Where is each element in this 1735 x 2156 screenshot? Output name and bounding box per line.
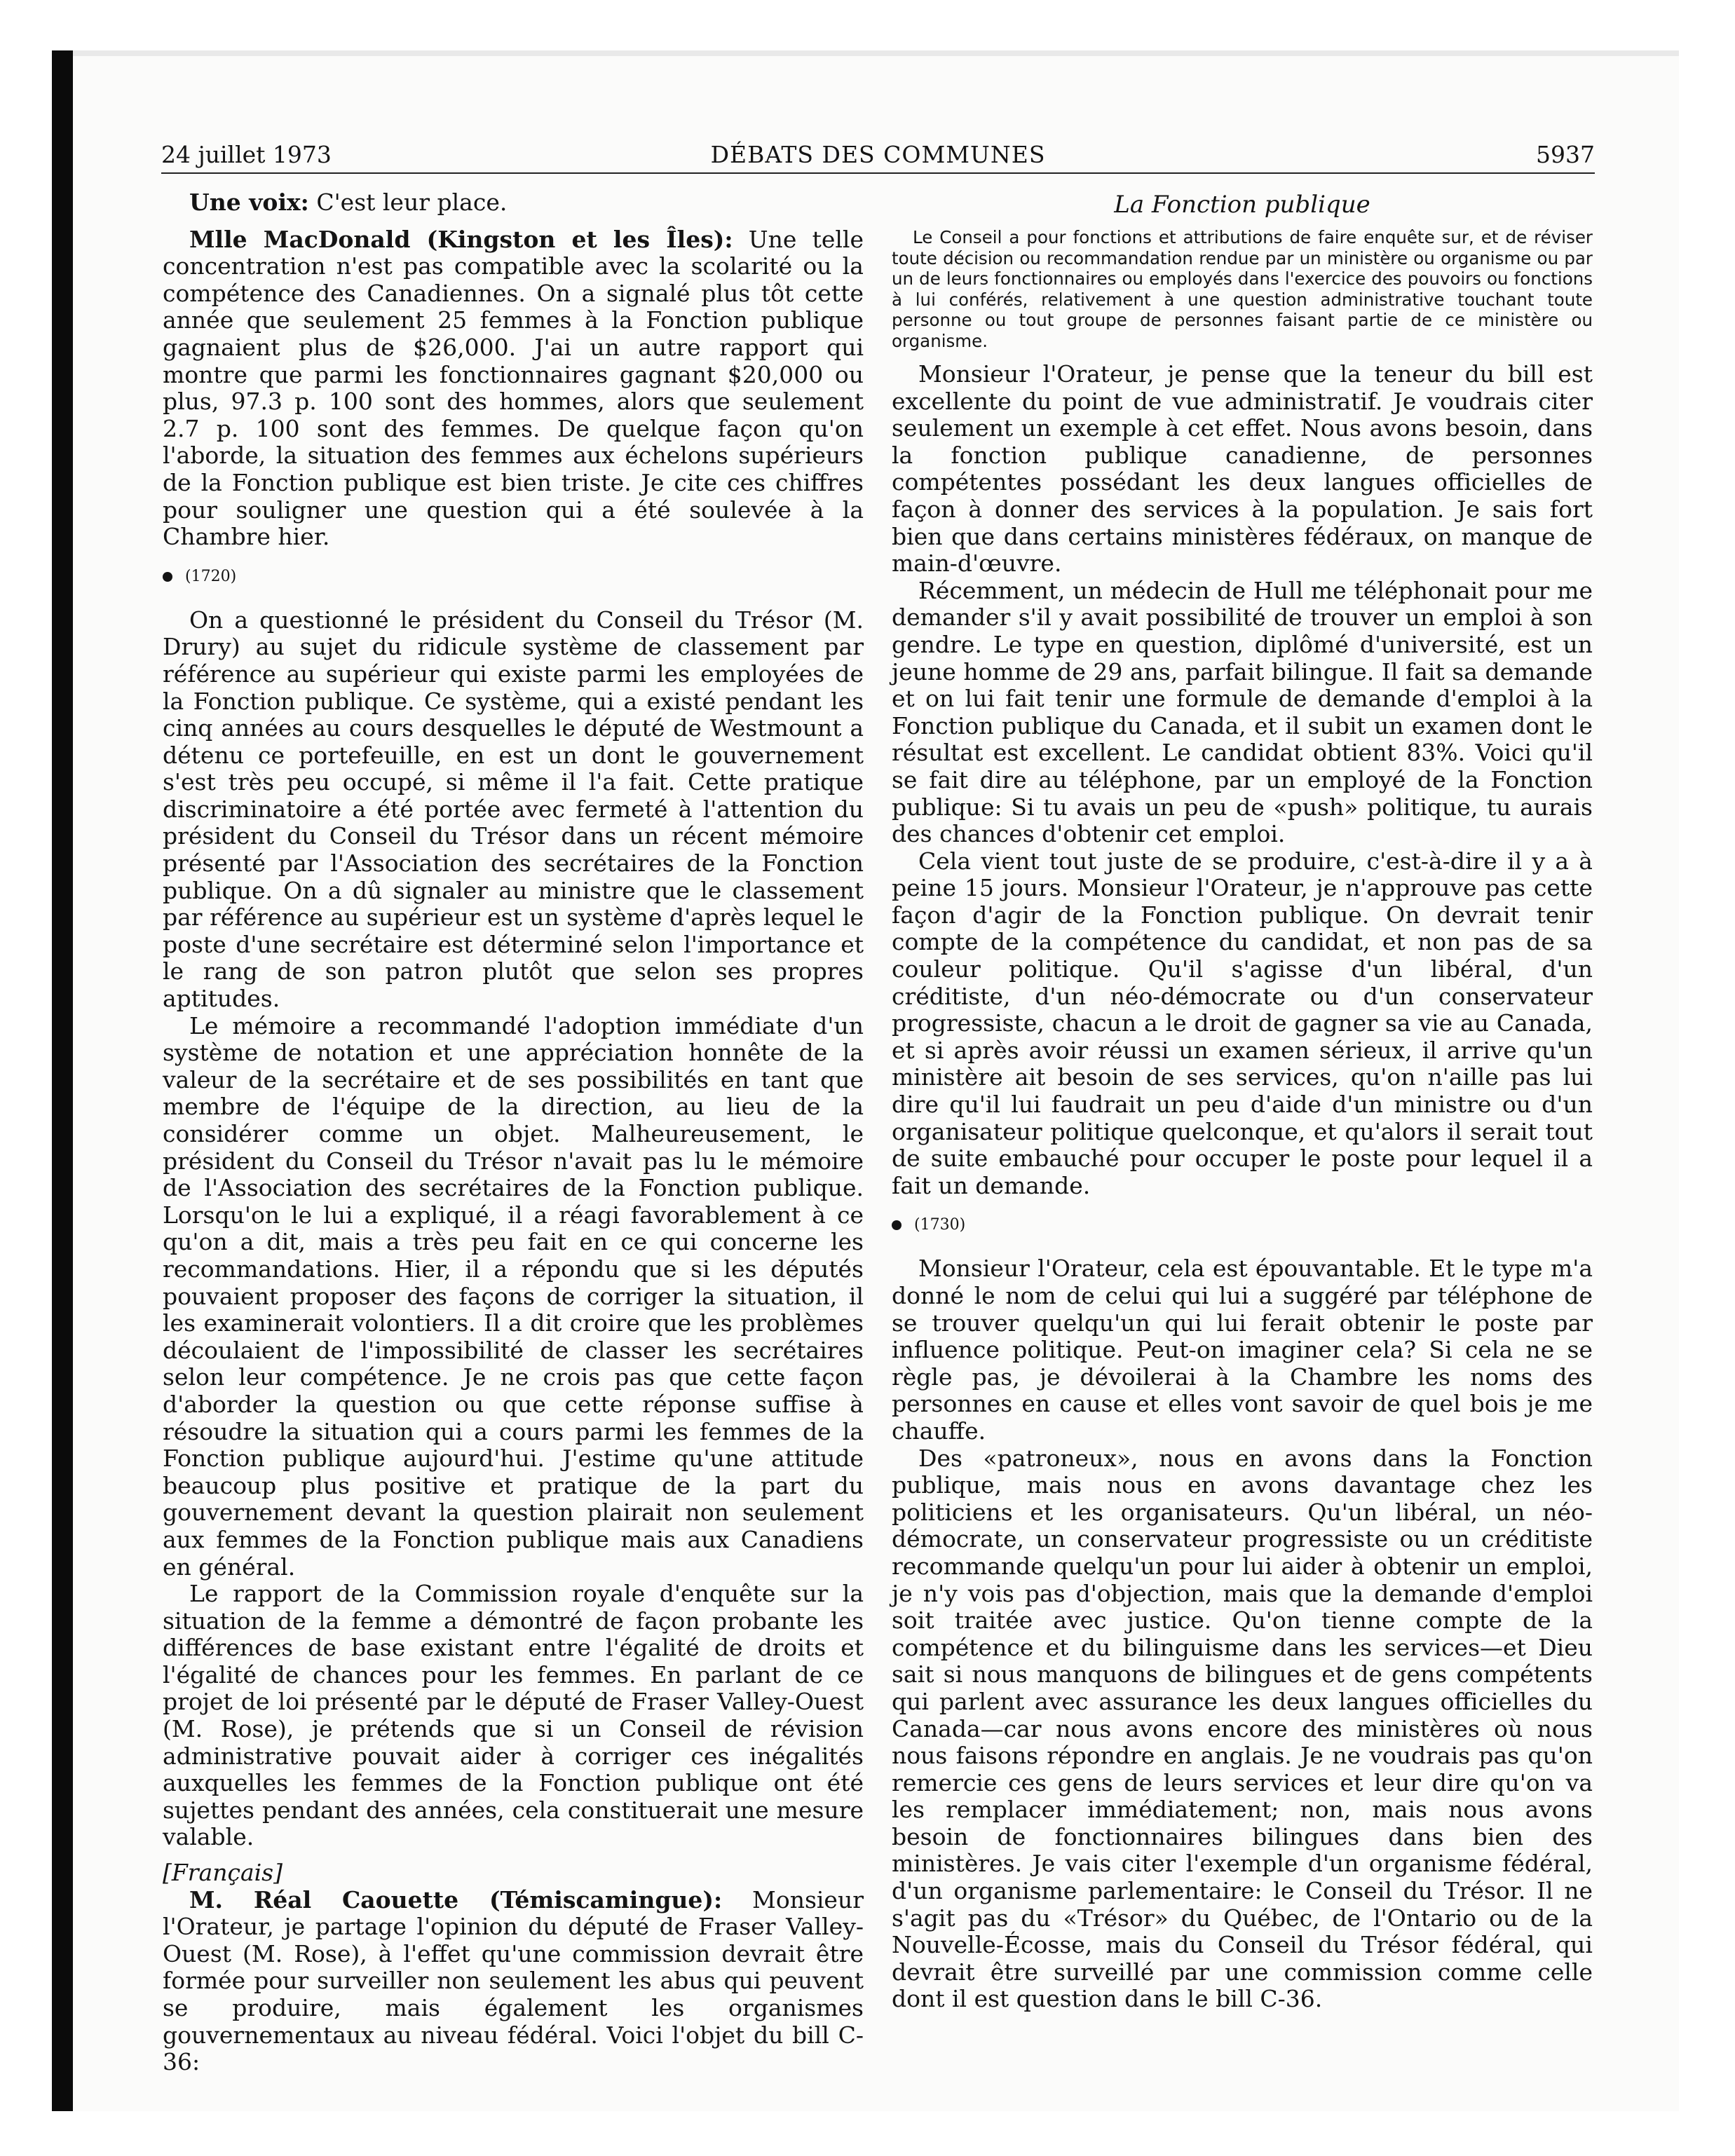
paragraph: On a questionné le président du Conseil du Trésor (M. Drury) au sujet du ridicule système de classement par référence au supérieur qui existe parmi les employées de la Fonction publique. Ce système, qui a existé pendant les cinq années au cours desquelles le député de Westmount a détenu ce portefeuille, en est un dont le gouvernement s'est très peu occupé, si même il l'a fait. Cette pratique discriminatoire a été portée avec fermeté à l'attention du président du Conseil du Trésor dans un récent mémoire présenté par l'Association des secrétaires de la Fonction publique. On a dû signaler au ministre que le classement par référence au supérieur est un système d'après lequel le poste d'une secrétaire est déterminé selon l'importance et le rang de son patron plutôt que selon ses propres aptitudes. [163, 606, 864, 1013]
paragraph [163, 189, 864, 217]
scan-top-edge [73, 50, 1679, 56]
time-marker-text: (1720) [185, 567, 237, 585]
right-column [892, 189, 1593, 2013]
paragraph: Le mémoire a recommandé l'adoption immédiate d'un système de notation et une appréciation honnête de la valeur de la secrétaire et de ses possibilités en tant que membre de l'équipe de la direction, au lieu de la considérer comme un objet. Malheureusement, le président du Conseil du Trésor n'avait pas lu le mémoire de l'Association des secrétaires de la Fonction publique. Lorsqu'on le lui a expliqué, il a réagi favorablement à ce qu'on a dit, mais a très peu fait en ce qui concerne les recommandations. Hier, il a répondu que si les députés pouvaient proposer des façons de corriger la situation, il les examinerait volontiers. Il a dit croire que les problèmes découlaient de l'impossibilité de classer les secrétaires selon leur compétence. Je ne crois pas que cette façon d'aborder la question ou que cette réponse suffise à résoudre la situation qui a cours parmi les femmes de la Fonction publique aujourd'hui. J'estime qu'une attitude beaucoup plus positive et pratique de la part du gouvernement devant la question plairait non seulement aux femmes de la Fonction publique mais aux Canadiens en général. [163, 1011, 864, 1581]
paragraph [163, 1887, 864, 2076]
paragraph: Récemment, un médecin de Hull me téléphonait pour me demander s'il y avait possibilité de trouver un emploi à son gendre. Le type en question, diplômé d'université, est un jeune homme de 29 ans, parfait bilingue. Il fait sa demande et on lui fait tenir une formule de demande d'emploi à la Fonction publique du Canada, et il subit un examen dont le résultat est excellent. Le candidat obtient 83%. Voici qu'il se fait dire au téléphone, par un employé de la Fonction publique: Si tu avais un peu de «push» politique, tu aurais des chances d'obtenir cet emploi. [892, 576, 1593, 848]
header-title: DÉBATS DES COMMUNES [710, 141, 1046, 168]
language-tag: [Français] [163, 1859, 283, 1887]
scan-edge-bar [52, 50, 73, 2111]
speech-text: C'est leur place. [316, 189, 508, 216]
bill-quote: Le Conseil a pour fonctions et attributions de faire enquête sur, et de réviser toute décision ou recommandation rendue par un ministère ou organisme ou par un de leurs fonctionnaires ou employés dans l'exercice des pouvoirs ou fonctions à lui conférés, relativement à une question administrative touchant toute personne ou tout groupe de personnes faisant partie de ce ministère ou organisme. [892, 227, 1593, 351]
paragraph [163, 226, 864, 551]
paragraph: Monsieur l'Orateur, je pense que la teneur du bill est excellente du point de vue administratif. Je voudrais citer seulement un exemple à cet effet. Nous avons besoin, dans la fonction publique canadienne, de personnes compétentes possédant les deux langues officielles de façon à donner des services à la population. Je sais fort bien que dans certains ministères fédéraux, on manque de main-d'œuvre. [892, 360, 1593, 578]
paragraph: Cela vient tout juste de se produire, c'est-à-dire il y a à peine 15 jours. Monsieur l'Orateur, je n'approuve pas cette façon d'agir de la Fonction publique. On devrait tenir compte de la compétence du candidat, et non pas de sa couleur politique. Qu'il s'agisse d'un libéral, d'un créditiste, d'un néo-démocrate ou d'un conservateur progressiste, chacun a le droit de gagner sa vie au Canada, et si après avoir réussi un examen sérieux, il arrive qu'un ministère ait besoin de ses services, qu'on n'aille pas lui dire qu'il lui faudrait un peu d'aide d'un ministre ou d'un organisateur politique quelconque, et qu'alors il serait tout de suite embauché pour occuper le poste pour lequel il a fait un demande. [892, 847, 1593, 1199]
speaker-name: Une voix: [189, 189, 309, 216]
paragraph: Monsieur l'Orateur, cela est épouvantable. Et le type m'a donné le nom de celui qui lui a suggéré par téléphone de se trouver quelqu'un qui lui ferait obtenir le poste par influence politique. Peut-on imaginer cela? Si cela ne se règle pas, je dévoilerai à la Chambre les noms des personnes en cause et elles vont savoir de quel bois je me chauffe. [892, 1255, 1593, 1445]
left-column [163, 189, 864, 2076]
time-marker [892, 1215, 1593, 1236]
paragraph: Des «patroneux», nous en avons dans la Fonction publique, mais nous en avons davantage chez les politiciens et les organisateurs. Qu'un libéral, un néo-démocrate, un conservateur progressiste ou un créditiste recommande quelqu'un pour lui aider à obtenir un emploi, je n'y vois pas d'objection, mais que la demande d'emploi soit traitée avec justice. Qu'on tienne compte de la compétence et du bilinguisme dans les services—et Dieu sait si nous manquons de bilingues et de gens compétents qui parlent avec assurance les deux langues officielles du Canada—car nous avons encore des ministères où nous nous faisons répondre en anglais. Je ne voudrais pas qu'on remercie ces gens de leurs services et leur dire qu'on va les remplacer immédiatement; non, mais nous avons besoin de fonctionnaires bilingues dans bien des ministères. Je vais citer l'exemple d'un organisme fédéral, d'un organisme parlementaire: le Conseil du Trésor. Il ne s'agit pas du «Trésor» du Québec, de l'Ontario ou de la Nouvelle-Écosse, mais du Conseil du Trésor fédéral, qui devrait être surveillé par une commission comme celle dont il est question dans le bill C-36. [892, 1444, 1593, 2013]
speech-text: Une telle concentration n'est pas compatible avec la scolarité ou la compétence des Canadiennes. On a signalé plus tôt cette année que seulement 25 femmes à la Fonction publique gagnaient plus de $26,000. J'ai un autre rapport qui montre que parmi les fonctionnaires gagnant $20,000 ou plus, 97.3 p. 100 sont des hommes, alors que seulement 2.7 p. 100 sont des femmes. De quelque façon qu'on l'aborde, la situation des femmes aux échelons supérieurs de la Fonction publique est bien triste. Je cite ces chiffres pour souligner une question qui a été soulevée à la Chambre hier. [163, 225, 864, 551]
time-marker [163, 566, 864, 587]
bullet-icon [163, 572, 172, 582]
paragraph: Le rapport de la Commission royale d'enquête sur la situation de la femme a démontré de façon probante les différences de base existant entre l'égalité de droits et l'égalité de chances pour les femmes. En parlant de ce projet de loi présenté par le député de Fraser Valley-Ouest (M. Rose), je prétends que si un Conseil de révision administrative pouvait aider à corriger ces inégalités auxquelles les femmes de la Fonction publique ont été sujettes pendant des années, cela constituerait une mesure valable. [163, 1580, 864, 1851]
speech-text: Monsieur l'Orateur, je partage l'opinion du député de Fraser Valley-Ouest (M. Rose), à l'effet qu'une commission devrait être formée pour surveiller non seulement les abus qui peuvent se produire, mais également les organismes gouvernementaux au niveau fédéral. Voici l'objet du bill C-36: [163, 1885, 864, 2076]
header-date: 24 juillet 1973 [161, 141, 332, 168]
speaker-name: Mlle MacDonald (Kingston et les Îles): [189, 225, 733, 253]
time-marker-text: (1730) [914, 1216, 966, 1234]
bullet-icon [892, 1220, 901, 1230]
section-title: La Fonction publique [1114, 191, 1370, 219]
speaker-name: M. Réal Caouette (Témiscamingue): [189, 1885, 723, 1913]
running-header [161, 139, 1595, 174]
header-page-number: 5937 [1536, 141, 1595, 168]
